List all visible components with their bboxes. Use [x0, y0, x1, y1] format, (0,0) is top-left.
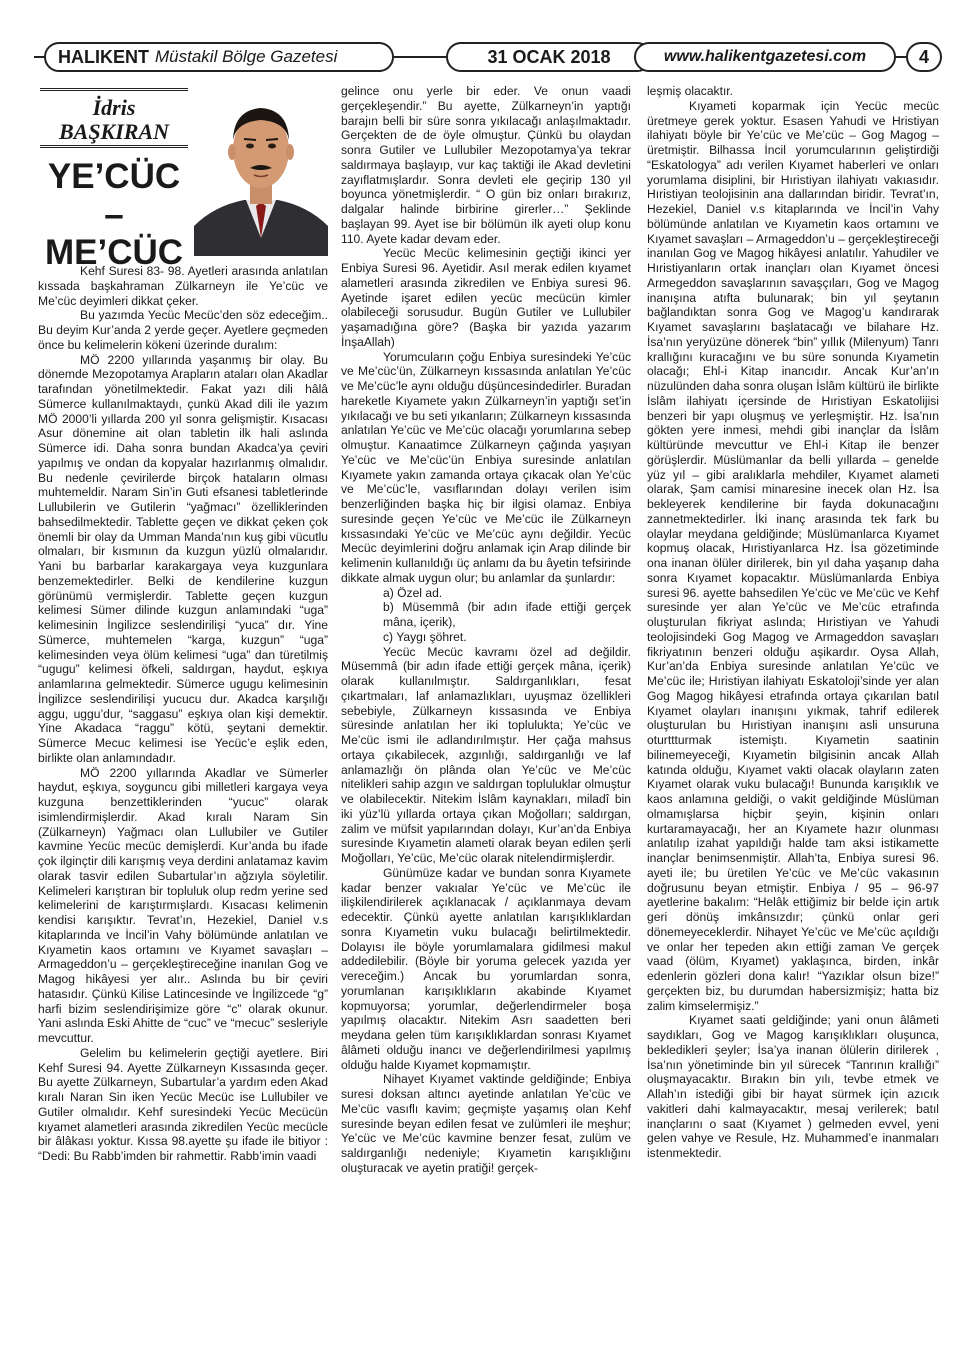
newspaper-subtitle: Müstakil Bölge Gazetesi — [155, 47, 338, 66]
issue-date: 31 OCAK 2018 — [446, 42, 652, 72]
paragraph: Gelelim bu kelimelerin geçtiği ayetlere. Biri Kehf Suresi 94. Ayette Zülkarneyn Kıssasında geçer. Bu ayette Zülkarneyn, Subartular’a yardım eden Akad kıralı Naran Sin iken Yecüc Mecüc ise Lullubiler ve Gutiler olmalıdır. Kehf suresindeki Yecüc Mecücün kıyamet alametleri arasında zikredilen Yecüc mecücle bir âlâkası yoktur. Kıssa 98.ayette şu ifade ile bitiyor : “Dedi: Bu Rabb’imden bir rahmettir. Rabb’imin vaadi — [38, 1045, 328, 1163]
masthead — [34, 40, 942, 74]
paragraph: Nihayet Kıyamet vaktinde geldiğinde; Enbiya suresi doksan altıncı ayetinde anlatılan Ye’cüc ve Me’cüc vasıflı kavim; geçmişte yaşamış olan Kehf suresinde beyan edilen fesat ve zulümleri ile meşhur; Ye’cüc ve Me’cüc kavmine benzer fesat, zulüm ve saldırganlığı nedeniyle; Kıyametin karışıklığını oluşturacak ve ayetin pratiği! gerçek- — [341, 1072, 631, 1175]
author-byline — [40, 88, 188, 148]
paragraph: Günümüze kadar ve bundan sonra Kıyamete kadar benzer vakıalar Ye’cüc ve Me’cüc ile ilişkilendirilerek açıklanacak / açıklanmaya devam edecektir. Çünkü ayette anlatılan karışıklıklardan sonra Kıyametin vuku bulacağı belirtilmektedir. Dolayısı ile böyle yorumlamalara gidilmesi makul addedilebilir. (Böyle bir yoruma gelecek yazıda yer vereceğim.) Ancak bu yorumlardan sonra, yorumlanan karışıklıkların akabinde Kıyamet kopmuyorsa; yorumlar, değerlendirmeler boşa yapılmış olacaktır. Nitekim Asrı saadetten beri meydana gelen tüm karışıklıklardan sonrası Kıyamet âlâmeti olduğu inancı ve değerlendirilmesi yapılmış olduğu halde Kıyamet kopmamıştır. — [341, 865, 631, 1072]
newspaper-name-badge — [44, 42, 394, 72]
paragraph: Yorumcuların çoğu Enbiya suresindeki Ye’cüc ve Me’cüc’ün, Zülkarneyn kıssasında anlatılan Ye’cüc ve Me’cüc’le aynı olduğu düşüncesindedirler. Buradan hareketle Kıyamete yakın Zülkarneyn’in yaptığı set’in yıkılacağı ve bu seti yıkanların; Zülkarneyn kıssasında anlatılan Ye’cüc ve Me’cüc olacağı yorumlarına sebep olmuştur. Kanaatimce Zülkarneyn çağında yaşıyan Ye’cüc ve Me’cüc’ün Enbiya suresinde anlatılan Kıyamete yakın zamanda ortaya çıkacak olan Ye’cüc ve Me’cüc’le, vasıflarından dolayı verilen isim benzerliğinden başka hiç bir ilgisi olamaz. Enbiya suresinde geçen Ye’cüc ve Me’cüc ile Zülkarneyn kıssasındaki Ye’cüc ve Me’cüc aynı değildir. Yecüc Mecüc deyimlerini doğru anlamak için Arap dilinde bir kelimenin kullanıldığı üç anlamı da bu âyetin tefsirinde dikkate almak uygun olur; bu anlamlar da şunlardır: — [341, 349, 631, 585]
article-column-2 — [341, 84, 631, 1176]
paragraph: gelince onu yerle bir eder. Ve onun vaadi gerçekleşendir.” Bu ayette, Zülkarneyn’in yaptığı barajın belli bir süre sonra yıkılacağı anlaşılmaktadır. Gerçekten de de öyle olmuştur. Çünkü bu olaydan sonra Gutiler ve Lullubiler Mezopotamya’ya tekrar saldırmaya başlayıp, vur kaç taktiği ile Akad devletini zayıflatmışlardır. Sonra devleti ele geçirip 130 yıl boyunca yönetmişlerdir. “ O gün biz onları bırakırız, dalgalar halinde birbirine girerler…” Şeklinde başlayan 99. Ayet ise bir bölümün ilk ayeti olup konu 110. Ayete kadar devam eder. — [341, 84, 631, 246]
author-first-name: İdris — [92, 95, 136, 120]
paragraph: Yecüc Mecüc kavramı özel ad değildir. Müsemmâ (bir adın ifade ettiği gerçek mâna, içerik) olarak kullanılmıştır. Saldırganlıkları, fesat çıkartmaları, laf anlamazlıkları, uyuşmaz özellikleri sebebiyle, Zülkarneyn kıssasında ve Enbiya süresinde anlatılan her iki toplulukta; Ye’cüc ve Me’cüc ismi ile adlandırılmıştır. Her çağa mahsus ortaya çıkabilecek, azgınlığı, saldırganlığı ve laf anlamazlığı ön plânda olan Ye’cüc ve Me’cüc nitelikleri sahip azgın ve saldırgan topluluklar olmuştur ve olabilecektir. Nitekim İslâm kaynakları, miladî bin iki yüz’lü yıllarda ortaya çıkan Moğolları; saldırgan, zalim ve müfsit yapılarından dolayı, Kur’an’da Enbiya suresinde Kıyametin alameti olarak beyan edilen şerli Moğolları, Ye’cüc, Me’cüc olarak nitelendirmişlerdir. — [341, 644, 631, 865]
headline-line-1: YE’CÜC — [47, 157, 181, 196]
paragraph: Yecüc Mecüc kelimesinin geçtiği ikinci yer Enbiya Suresi 96. Ayetidir. Asıl merak edilen kıyamet alametleri arasında zikredilen ve Enbiya suresi 96. Ayetinde işaret edilen yecüc mecücün kimler olabileceği sorusudur. Bugün Gutiler ve Lullubiler yaşamadığına göre? (Başka bir yazıda yazarım İnşaAllah) — [341, 246, 631, 349]
article-column-3 — [647, 84, 939, 1161]
paragraph: leşmiş olacaktır. — [647, 84, 734, 98]
paragraph: Kehf Suresi 83- 98. Ayetleri arasında anlatılan kıssada başkahraman Zülkarneyn ile Ye’cüc ve Me’cüc deyimleri dikkat çeker. — [38, 264, 328, 308]
list-item: c) Yaygı şöhret. — [383, 629, 467, 644]
list-item: b) Müsemmâ (bir adın ifade ettiği gerçek mâna, içerik), — [383, 600, 631, 629]
paragraph: Kıyameti koparmak için Yecüc mecüc üretmeye gerek yoktur. Esasen Yahudi ve Hristiyan ilahiyatı böyle bir Ye’cüc ve Me’cüc – Gog Magog – üretmiştir. Bilhassa İncil yorumcularının geliştirdiği “Eskatologya” adı verilen Kıyamet haberleri ve onları yorumlama disiplini, bir Hıristiyan ilahiyatı vakıasıdır. Hıristiyan teolojisinin ana dallarından biridir. Tevrat’ın, Hezekiel, Daniel v.s kitaplarında ve İncil’in Vahy bölümünde anlatılan ve Kıyametin kaos ortamını ve Kıyamet savaşları – Armageddon’u – gerçekleştireceği inanılan Gog ve Magog hikâyesi anlatılır. Yahudiler ve Hıristiyanların ortak inançları olan Kıyamet öncesi Armegeddon savaşlarının savaşçıları, Gog ve Magog inanışına atıfta bulunarak; bin yıl şeytanın bağlandıktan sonra Gog ve Magog’u kandırarak Kıyamet savaşlarını başlatacağı ve bilahare Hz. İsa’nın yeryüzüne dönerek “bin” yıllık (Milenyum) Tanrı krallığını kuracağını ve bu süre sonunda Kıyametin olacağı; Ehl-i Kitap inancıdır. Ancak Kur’an’ın nüzulünden daha sonra oluşan İslâm kültürü ile birlikte İslâm ilahiyatı içersinde de Hıristiyan Eskatolijisi benzeri bir yapı oluşmuş ve yerleşmiştir. Hz. İsa’nın gökten yere inmesi, mehdi gibi inançlar da İslâm kültüründe mevcuttur ve Ehl-i Kitap ile benzer görüşlerdir. Müslümanlar da belli yıllarda – genelde yüz yıl – gibi aralıklarla mehdiler, Kıyamet alameti olarak, Şam camisi minaresine inecek olan Hz. İsa bekleyerek kendilerine bir fayda dokunacağını zannetmektedirler. İki inanç arasında tek fark bu olaylar meydana geldiğinde; Müslümanlarca Kıyamet kopmuş olacak, Hıristiyanlarca Hz. İsa gözetiminde ona inanan ölüler dirilerek, bin yıl daha yaşanıp daha sonra Kıyamet kopacaktır. Müslümanlarda Enbiya suresi 96. ayette bahsedilen Ye’cüc ve Me’cüc ve Kehf suresinde yer alan Ye’cüc ve Me’cüc etrafında oluşturulan fikriyat aslında; Hıristiyan ve Yahudi teolojisindeki Gog Magog ve Armageddon savaşları fikriyatının benzeri olduğu aşikardır. Oysa Allah, Kur’an’da Enbiya suresinde anlatılan Ye’cüc ve Me’cüc ile; Hıristiyan ilahiyatı Eskatoloji’sinde yer alan Gog Magog hikâyesi etrafında ortaya çıkarılan batıl Kıyamet olayları inanışını yıkmak, tahrif edilerek oluşturulan bu Hıristiyan inanışını asli unsuruna oturttturmak istemiştı. Kıyametin saatinin bilinemeyeceği, Kıyametin bilgisinin ancak Allah katında olduğu, Kıyamet vakti olacak olayların zaten Kıyamet olarak vuku bulacağı! Bununda karışıklık ve kaos anlamına geldiği, o vakit geldiğinde Müslüman olmamışlarsa hiçbir şeyin, kişinin onları kurtaramayacağı, her an Kıyamete hazır olunması anlatılıp izahat yapıldığı halde tam aksi istikamette inançlar benimsenmiştir. Allah’ta, Enbiya suresi 96. ayeti ile; bu üretilen Ye’cüc ve Me’cüc vakasının doğrusunu beyan etmiştir. Enbiya / 95 – 96-97 ayetlerine bakalım: “Helâk ettiğimiz bir belde için artık geri dönüş imkânsızdır; çünkü onlar geri dönemeyeceklerdir. Nihayet Ye’cüc ve Me’cüc açıldığı ve onlar her tepeden akın ettiği zaman Ve gerçek vaad (ölüm, Kıyamet) yaklaşınca, birden, inkâr edenlerin gözleri dona kalır! “Yazıklar olsun bize!” gerçekten biz, bu durumdan habersizmişiz; hatta biz zalim kimselermişiz.” — [647, 98, 939, 1013]
article-headline — [40, 158, 188, 272]
paragraph: MÖ 2200 yıllarında Akadlar ve Sümerler haydut, eşkıya, soyguncu gibi milletleri kargaya veya kuzguna benzettiklerinden “yucuc” olarak isimlendirmişlerdir. Akad kıralı Naram Sin (Zülkarneyn) Yağmacı olan Lullubiler ve Gutiler kavmine Yecüc mecüc demişlerdi. Kur’anda bu ifade çok ilginçtir dili karışmış veya derdini anlatamaz kavim olarak tasvir edilen Subartular’ın ağzıyla söyletilir. Kelimeleri karıştıran bir topluluk olup redm yerine sed kelimelerini de karıştırmışlardı. Kısacası kelimenin kendisi karışıktır. Tevrat’ın, Hezekiel, Daniel v.s kitaplarında ve İncil’in Vahy bölümünde anlatılan ve Kıyametin kaos ortamını ve Kıyamet savaşları – Armageddon’u – gerçekleştireceğine inanılan Gog ve Magog hikâyesi yer alır.. Aslında bu bir çeviri hatasıdır. Çünkü Kilise Latincesinde ve İngilizcede “g” harfi bizim seslendirişimize göre “c” olarak okunur. Yani aslında Eski Ahitte de “cuc” ve “mecuc” sesleriyle mevcuttur. — [38, 765, 328, 1045]
website-link[interactable]: www.halikentgazetesi.com — [634, 42, 896, 72]
newspaper-name: HALIKENT — [58, 46, 149, 67]
paragraph: Kıyamet saati geldiğinde; yani onun âlâmeti saydıkları, Gog ve Magog karışıklıkları oluşunca, bekledikleri şeyler; İsa’ya inanan ölülerin dirilerek , İsa’nın yönetiminde bin yıl sürecek “Tanrının krallığı” oluşmayacaktır. Bırakın bin yılı, tevbe etmek ve Allah’ın istediği gibi bir hayat sürmek için azıcık vakitleri dahi kalmayacaktır, mesaj verilerek; batıl inançlarını o saat (Kıyamet ) gelmeden evvel, yeni gelen vahye ve Resule, Hz. Muhammed’e inanmaları istenmektedir. — [647, 1013, 939, 1160]
author-portrait-image — [194, 88, 328, 256]
author-photo — [194, 88, 328, 256]
list-item: a) Özel ad. — [383, 585, 443, 600]
headline-line-2: – — [104, 195, 124, 234]
paragraph: MÖ 2200 yıllarında yaşanmış bir olay. Bu dönemde Mezopotamya Arapların ataları olan Akadlar tarafından yönetilmektedir. Fakat yazı dili hâlâ Sümerce kullanılmaktaydı, çunkü Akad dili ile yazım MÖ 2000’li yıllarda 200 yıl sonra gelişmiştir. Kısacası Asur dönemine ait olan tabletin ilk hali aslında Sümerce idi. Daha sonra bundan Akadca’ya çeviri yapılmış ve ondan da kopyalar hazırlanmış olmalıdır. Bu nedenle çevirilerde birçok hataların olması muhtemeldir. Naram Sin’in Guti efsanesi tabletlerinde Lullubilerin ve Gutilerin “yağmacı” özelliklerinden bahsedilmektedir. Tablette geçen ve dikkat çeken çok önemli bir olay da Umman Manda’nın kuş gibi vücutlu olmaları, bir kısmının da kuzgun yüzlü olmalarıdır. Yani bu barbarlar karakargaya veya kuzgunlara benzemektedirler. Belki de kendilerine kuzgun görünümü vermişlerdir. Tablette geçen kuzgun kelimesi Sümer dilinde kuzgun anlamındaki “uga” kelimesinin İngilizce seslendirilişi “yuca” dır. Yine Sümerce, muhtemelen “karga, kuzgun” “uga” kelimesinden veya ölüm kelimesi “uga” dan türetilmiş “ugugu” kelimesi öfkeli, saldırgan, haydut, eşkıya anlamlarına gelmektedir. Sümerce ugugu kelimesinin İngilizce seslendirilişi yucucu dur. Akadca karşılığı aggu, uggu’dur, “saggasu” eşkıya olan kişi demektir. Yine Akadaca “raggu” kötü, şeytani demektir. Sümerce Mecuc kelimesi ise Yecüc’e eşlik eden, birlikte olan anlamındadır. — [38, 352, 328, 765]
paragraph: Bu yazımda Yecüc Mecüc’den söz edeceğim.. Bu deyim Kur’anda 2 yerde geçer. Ayetlere geçmeden önce bu kelimelerin kökeni üzerinde duralım: — [38, 308, 328, 352]
article-column-1 — [38, 264, 328, 1164]
page-number: 4 — [906, 42, 942, 72]
headline-line-3: ME’CÜC — [44, 233, 184, 272]
author-last-name: BAŞKIRAN — [58, 119, 170, 144]
